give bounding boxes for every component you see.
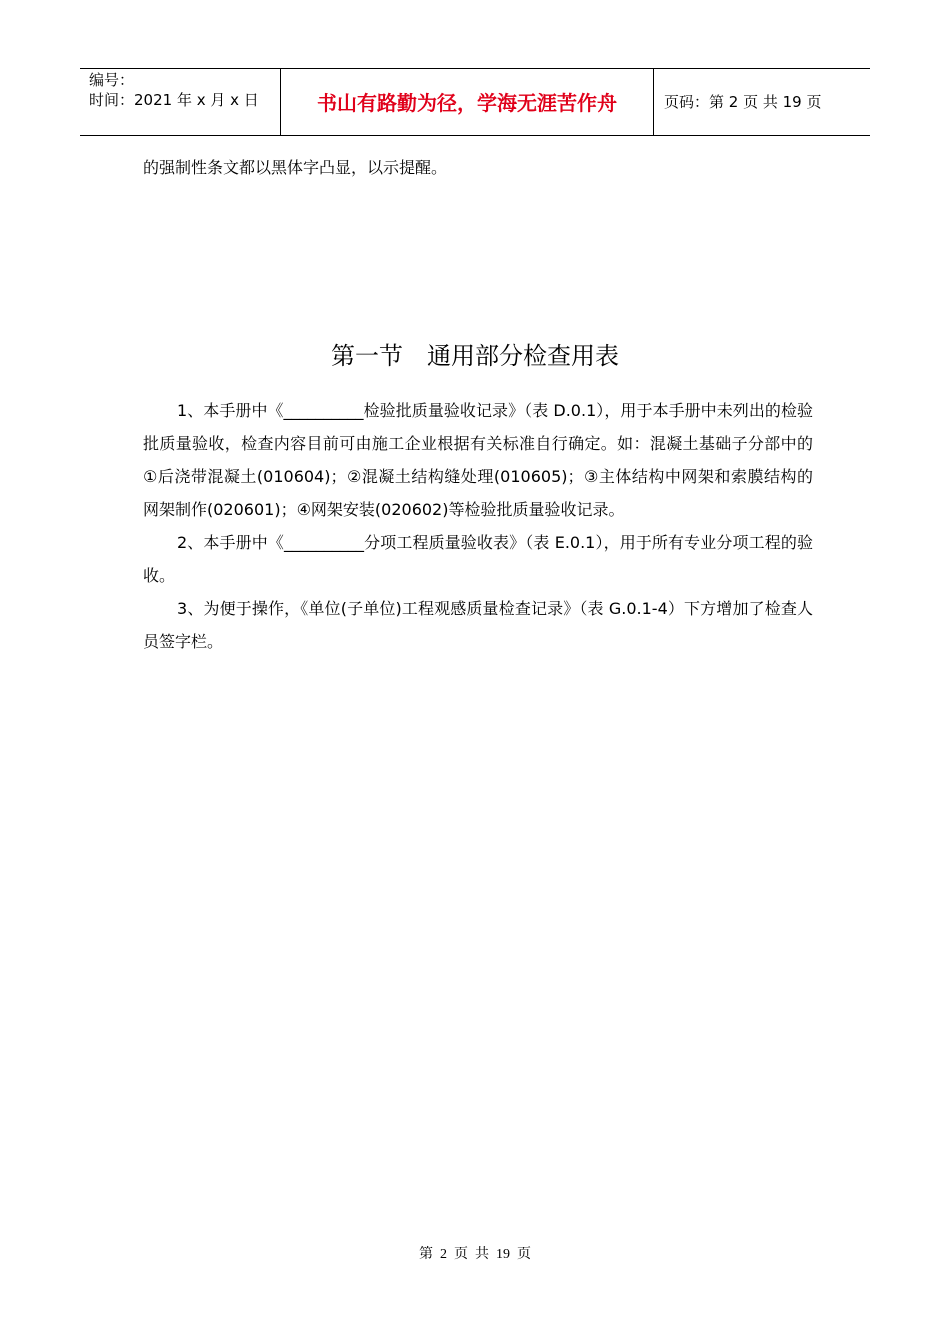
document-header	[80, 68, 870, 136]
paragraph-2: 2、本手册中《__________分项工程质量验收表》（表 E.0.1），用于所有专业分项工程的验收。	[143, 533, 813, 585]
section-title: 第一节 通用部分检查用表	[331, 342, 619, 370]
paragraph-3: 3、为便于操作，《单位(子单位)工程观感质量检查记录》（表 G.0.1-4）下方增加了检查人员签字栏。	[143, 599, 813, 651]
header-motto-cell	[281, 69, 654, 135]
paragraph-1: 1、本手册中《__________检验批质量验收记录》（表 D.0.1），用于本手册中未列出的检验批质量验收，检查内容目前可由施工企业根据有关标准自行确定。如：混凝土基础子分部中的①后浇带混凝土(010604)；②混凝土结构缝处理(010605)；③主体结构中网架和索膜结构的网架制作(020601)；④网架安装(020602)等检验批质量验收记录。	[143, 401, 813, 519]
page-footer: 第 2 页 共 19 页	[419, 1247, 531, 1262]
header-page-cell	[654, 69, 870, 135]
header-page-code: 页码：第 2 页 共 19 页	[664, 93, 822, 111]
continued-text: 的强制性条文都以黑体字凸显，以示提醒。	[143, 158, 448, 177]
motto-text: 书山有路勤为径，学海无涯苦作舟	[317, 91, 617, 115]
header-meta-cell	[80, 69, 281, 135]
document-time-label: 时间：2021 年 x 月 x 日	[89, 91, 259, 109]
document-number-label: 编号：	[89, 71, 135, 89]
